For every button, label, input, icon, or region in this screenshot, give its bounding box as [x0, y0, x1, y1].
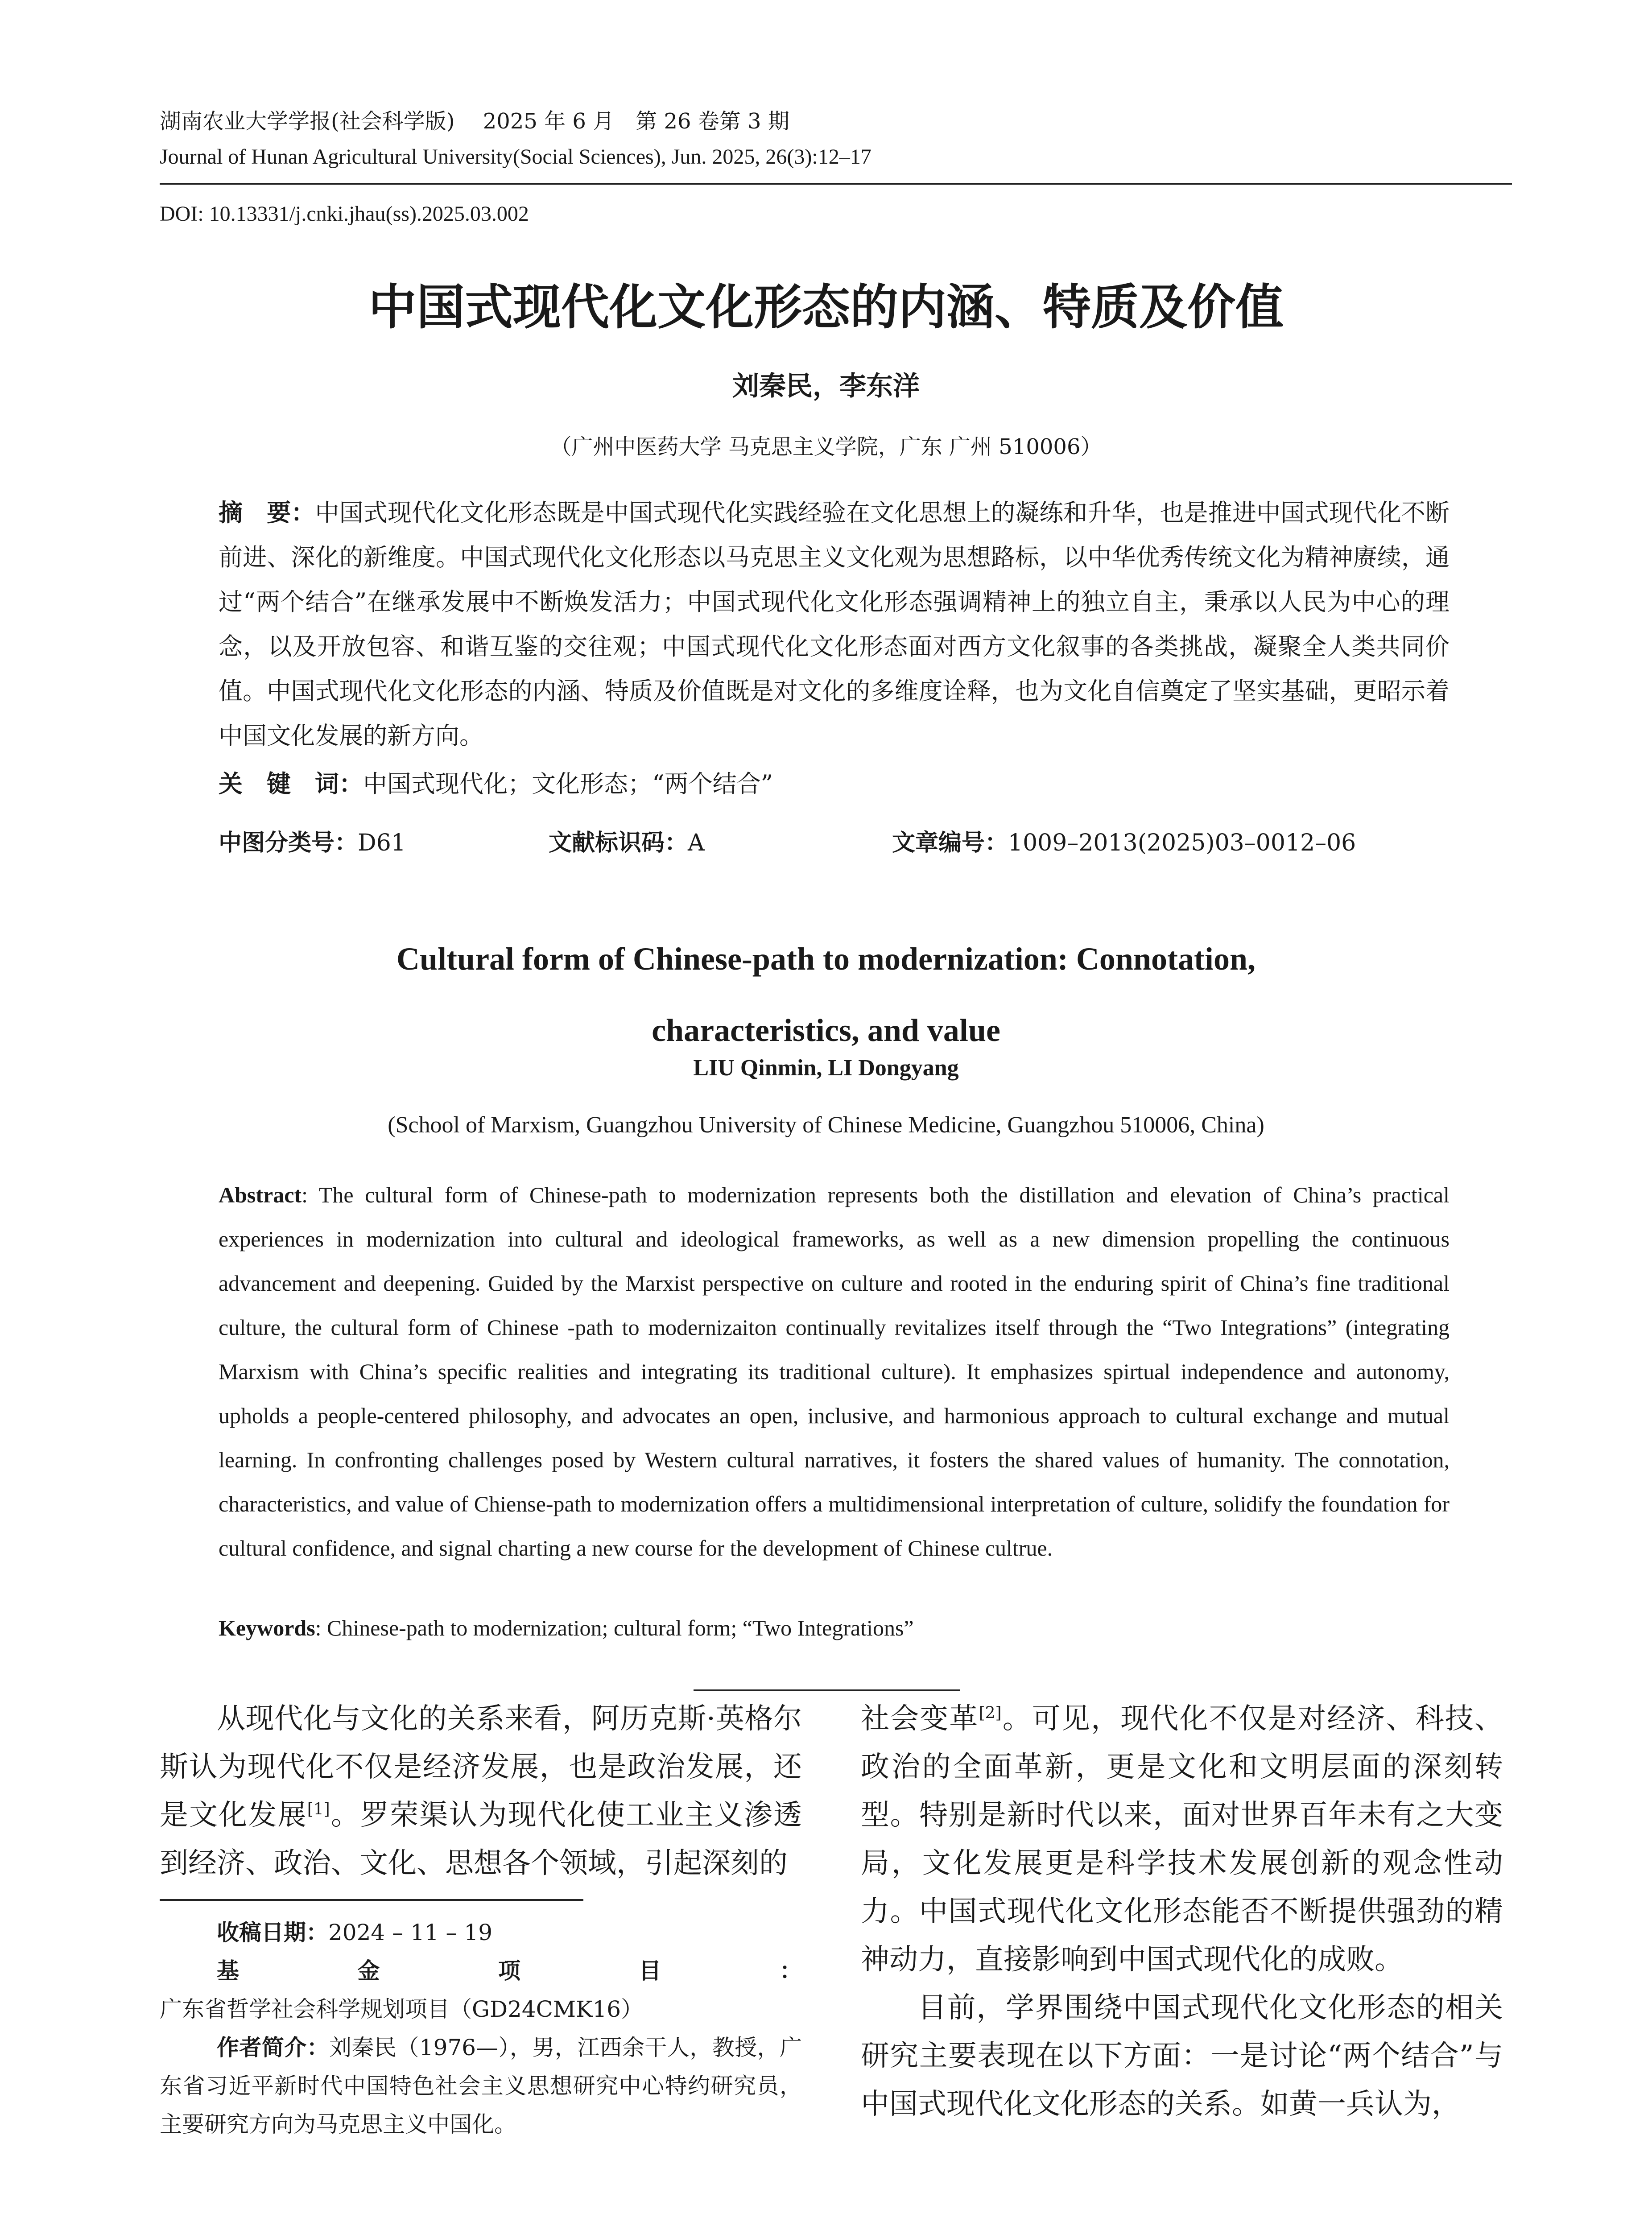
- author-bio-label: 作者简介：: [217, 2035, 330, 2061]
- journal-header-zh: 湖南农业大学学报(社会科学版) 2025 年 6 月 第 26 卷第 3 期: [160, 109, 789, 134]
- footnote: [160, 1913, 802, 2143]
- received-label: 收稿日期：: [217, 1920, 328, 1945]
- authors-zh: 刘秦民，李东洋: [732, 371, 920, 402]
- body-paragraph: 目前，学界围绕中国式现代化文化形态的相关研究主要表现在以下方面：一是讨论“两个结合”与中国式现代化文化形态的关系。如黄一兵认为，: [861, 1991, 1503, 2121]
- authors-en: LIU Qinmin, LI Dongyang: [693, 1055, 959, 1081]
- received-value: 2024 – 11 – 19: [328, 1920, 493, 1945]
- author-bio-value: 刘秦民（1976—），男，江西余干人，教授，广东省习近平新时代中国特色社会主义思想研究中心特约研究员，主要研究方向为马克思主义中国化。: [160, 2035, 802, 2137]
- body-text: 。可见，现代化不仅是对经济、科技、政治的全面革新，更是文化和文明层面的深刻转型。特别是新时代以来，面对世界百年未有之大变局，文化发展更是科学技术发展创新的观念性动力。中国式现代化文化形态能否不断提供强劲的精神动力，直接影响到中国式现代化的成败。: [861, 1702, 1503, 1976]
- clc-number: [219, 825, 406, 861]
- clc-value: D61: [358, 830, 406, 856]
- keywords-zh-label: 关 键 词：: [219, 770, 363, 798]
- keywords-en-label: Keywords: [219, 1615, 315, 1640]
- keywords-en-text: : Chinese-path to modernization; cultural form; “Two Integrations”: [315, 1615, 914, 1640]
- body-column-right: [861, 1695, 1503, 2128]
- abstract-en-label: Abstract: [219, 1182, 302, 1207]
- doi: DOI: 10.13331/j.cnki.jhau(ss).2025.03.002: [160, 202, 529, 226]
- clc-label: 中图分类号：: [219, 830, 358, 856]
- abstract-zh-label: 摘 要：: [219, 499, 315, 527]
- fund-value: 广东省哲学社会科学规划项目（GD24CMK16）: [160, 1996, 644, 2022]
- footnote-author: [160, 2028, 802, 2143]
- affiliation-en: (School of Marxism, Guangzhou University of Chinese Medicine, Guangzhou 510006, China): [388, 1112, 1264, 1138]
- footnote-received: [160, 1913, 802, 1952]
- affiliation-zh: （广州中医药大学 马克思主义学院，广东 广州 510006）: [550, 434, 1102, 459]
- citation-ref: [2]: [979, 1704, 1002, 1722]
- body-column-left: [160, 1695, 802, 1887]
- article-title-zh: 中国式现代化文化形态的内涵、特质及价值: [368, 280, 1284, 335]
- article-number-value: 1009–2013(2025)03–0012–06: [1008, 830, 1356, 856]
- body-text: 。罗荣渠认为现代化使工业主义渗透到经济、政治、文化、思想各个领域，引起深刻的: [160, 1799, 802, 1880]
- journal-header-en: Journal of Hunan Agricultural University(Social Sciences), Jun. 2025, 26(3):12–17: [160, 145, 871, 169]
- body-paragraph: [861, 1695, 1503, 1984]
- body-paragraph: [160, 1695, 802, 1887]
- abstract-en-text: : The cultural form of Chinese-path to modernization represents both the distillation and elevation of China’s practical experiences in modernization into cultural and ideological frameworks, as well as a new dimension propelling the continuous advancement and deepening. Guided by the Marxist perspective on culture and rooted in the enduring spirit of China’s fine traditional culture, the cultural form of Chinese -path to modernizaiton continually revitalizes itself through the “Two Integrations” (integrating Marxism with China’s specific realities and integrating its traditional culture). It emphasizes spirtual independence and autonomy, upholds a people-centered philosophy, and advocates an open, inclusive, and harmonious approach to cultural exchange and mutual learning. In confronting challenges posed by Western cultural narratives, it fosters the shared values of humanity. The connotation, characteristics, and value of Chiense-path to modernization offers a multidimensional interpretation of culture, solidify the foundation for cultural confidence, and signal charting a new course for the development of Chinese cultrue.: [219, 1182, 1450, 1561]
- article-title-en-line1: Cultural form of Chinese-path to modernization: Connotation,: [396, 941, 1256, 977]
- document-code-value: A: [688, 830, 705, 856]
- document-code-label: 文献标识码：: [549, 830, 688, 856]
- article-title-en: [0, 923, 1652, 1066]
- abstract-zh-text: 中国式现代化文化形态既是中国式现代化实践经验在文化思想上的凝练和升华，也是推进中国式现代化不断前进、深化的新维度。中国式现代化文化形态以马克思主义文化观为思想路标，以中华优秀传统文化为精神赓续，通过“两个结合”在继承发展中不断焕发活力；中国式现代化文化形态强调精神上的独立自主，秉承以人民为中心的理念，以及开放包容、和谐互鉴的交往观；中国式现代化文化形态面对西方文化叙事的各类挑战，凝聚全人类共同价值。中国式现代化文化形态的内涵、特质及价值既是对文化的多维度诠释，也为文化自信奠定了坚实基础，更昭示着中国文化发展的新方向。: [219, 499, 1450, 750]
- header-rule: [160, 183, 1512, 185]
- fund-label: 基金项目：: [217, 1958, 802, 1984]
- document-code: [549, 825, 705, 861]
- section-divider: [694, 1689, 960, 1691]
- body-text: 社会变革: [861, 1702, 979, 1735]
- citation-ref: [1]: [307, 1800, 330, 1819]
- article-number: [892, 825, 1356, 861]
- body-text: 从现代化与文化的关系来看，阿历克斯·英格尔斯认为现代化不仅是经济发展，也是政治发展，还是文化发展: [160, 1702, 802, 1832]
- abstract-zh: [219, 491, 1450, 758]
- keywords-en: [219, 1610, 914, 1646]
- keywords-zh: [219, 766, 773, 802]
- keywords-zh-text: 中国式现代化；文化形态；“两个结合”: [363, 770, 773, 798]
- footnote-rule: [160, 1899, 583, 1901]
- article-number-label: 文章编号：: [892, 830, 1008, 856]
- abstract-en: [219, 1173, 1450, 1570]
- footnote-fund: [160, 1952, 802, 2028]
- article-title-en-line2: characteristics, and value: [652, 1012, 1000, 1048]
